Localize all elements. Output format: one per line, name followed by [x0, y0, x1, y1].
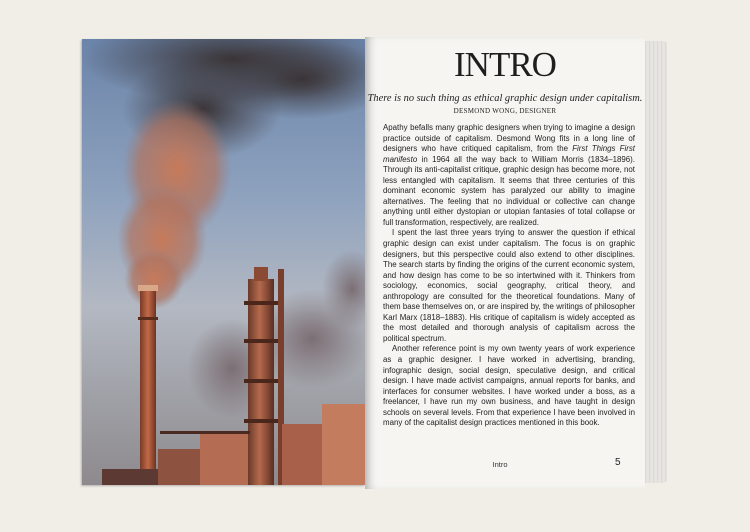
open-book: [82, 37, 670, 489]
epigraph-attribution: DESMOND WONG, DESIGNER: [453, 107, 557, 115]
chapter-title: INTRO: [454, 45, 556, 84]
body-text: [383, 123, 635, 429]
left-page-photo: [82, 39, 365, 485]
paragraph-1: Apathy befalls many graphic designers when trying to imagine a design practice outside of capitalism. Desmond Wong fits in a long line of designers who have critiqued capitalism, from the First Things First manifesto in 1964 all the way back to William Morris (1834–1896). Through its anti-capitalist critique, graphic design has become more, not less entangled with capitalism. It seems that three centuries of this dominant economic system has paralyzed our ability to imagine alternatives. The feeling that no individual or collective can change anything until either dystopian or utopian fantasies of total collapse or full transformation, respectively, are realized.: [383, 123, 635, 227]
emphasis-text: First Things First manifesto: [383, 144, 635, 164]
paragraph-3: Another reference point is my own twenty years of work experience as a graphic designer. I have worked in advertising, branding, infographic design, social design, speculative design, and critical design. I have made activist campaigns, annual reports for banks, and interfaces for consumer websites. I have worked under a boss, as a freelancer, I have run my own business, and have taught in design schools on several levels. From that experience I have been involved in many of the capitalist design practices mentioned in this book.: [383, 344, 635, 428]
page-number: 5: [615, 457, 621, 468]
right-page: [365, 37, 645, 489]
paragraph-2: I spent the last three years trying to answer the question if ethical graphic design can exist under capitalism. The focus is on graphic designers, but this perspective could also extend to other disciplines. The search starts by finding the origins of the current economic system, and how design has come to be so intertwined with it. Thinkers from sociology, economics, social geography, critical theory, and anthropology are consulted for the theoretical foundations. Many of them base themselves on, or are inspired by, the writings of philosopher Karl Marx (1818–1883). His critique of capitalism is widely accepted as the most detailed and thorough analysis of capitalism across the political spectrum.: [383, 228, 635, 343]
industrial-smokestacks-photo: [82, 39, 365, 485]
epigraph-quote: There is no such thing as ethical graphic design under capitalism.: [367, 93, 643, 104]
running-footer: Intro: [492, 460, 508, 469]
